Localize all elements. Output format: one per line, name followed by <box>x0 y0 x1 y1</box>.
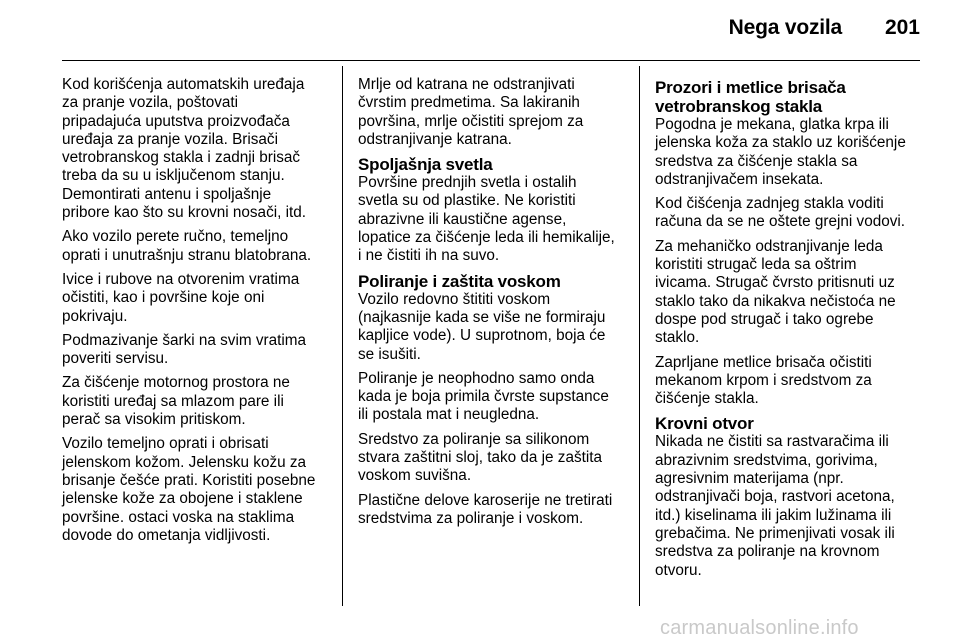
section-heading-windows-wipers: Prozori i metlice brisača vetrobranskog stakla <box>655 78 846 116</box>
paragraph: Za mehaničko odstranjivanje leda koristiti strugač leda sa oštrim ivicama. Strugač čvrsto pritisnuti uz staklo tako da nikakva nečistoća ne dospe pod strugač i tako ogrebe staklo. <box>655 237 896 347</box>
paragraph: Ako vozilo perete ručno, temeljno oprati i unutrašnju stranu blatobrana. <box>62 228 312 264</box>
section-heading-polishing: Poliranje i zaštita voskom <box>358 271 561 291</box>
text-column-3 <box>655 78 925 586</box>
section-heading-exterior-lights: Spoljašnja svetla <box>358 155 493 175</box>
paragraph: Poliranje je neophodno samo onda kada je boja primila čvrste supstance ili postala mat i neugledna. <box>358 369 609 424</box>
paragraph: Vozilo redovno štititi voskom (najkasnije kada se više ne formiraju kapljice vode). U suprotnom, boja će se isušiti. <box>358 290 606 363</box>
paragraph: Površine prednjih svetla i ostalih svetla su od plastike. Ne koristiti abrazivne ili kaustične agense, lopatice za čišćenje leda ili hemikalije, i ne čistiti ih na suvo. <box>358 174 615 265</box>
column-divider <box>639 66 640 606</box>
page-header <box>0 0 960 60</box>
page-number: 201 <box>884 16 920 39</box>
paragraph: Zaprljane metlice brisača očistiti mekanom krpom i sredstvom za čišćenje stakla. <box>655 353 872 408</box>
text-column-2 <box>358 76 626 534</box>
paragraph: Vozilo temeljno oprati i obrisati jelenskom kožom. Jelensku kožu za brisanje češće prati. Koristiti posebne jelenske kože za obojene i staklene površine. ostaci voska na staklima dovode do ometanja vidljivosti. <box>62 435 316 544</box>
paragraph: Kod čišćenja zadnjeg stakla voditi računa da se ne oštete grejni vodovi. <box>655 195 906 231</box>
page-title: Nega vozila <box>728 16 842 39</box>
paragraph: Za čišćenje motornog prostora ne koristiti uređaj sa mlazom pare ili perač sa visokim pritiskom. <box>62 374 290 429</box>
paragraph: Ivice i rubove na otvorenim vratima očistiti, kao i površine koje oni pokrivaju. <box>62 270 300 325</box>
paragraph: Mrlje od katrana ne odstranjivati čvrstim predmetima. Sa lakiranih površina, mrlje očistiti sprejom za odstranjivanje katrana. <box>358 76 584 148</box>
paragraph: Plastične delove karoserije ne tretirati sredstvima za poliranje i voskom. <box>358 491 613 527</box>
header-divider <box>62 60 920 61</box>
section-heading-sunroof: Krovni otvor <box>655 414 754 434</box>
paragraph: Kod korišćenja automatskih uređaja za pranje vozila, poštovati pripadajuća uputstva proizvođača uređaja za pranje vozila. Brisači vetrobranskog stakla i zadnji brisač treba da su u isključenom stanju. Demontirati antenu i spoljašnje pribore kao što su krovni nosači, itd. <box>62 76 307 222</box>
text-column-1 <box>62 76 332 551</box>
paragraph: Nikada ne čistiti sa rastvaračima ili abrazivnim sredstvima, gorivima, agresivnim materijama (npr. odstranjivači boja, rastvori acetona, itd.) kiselinama ili jakim lužinama ili grebačima. Ne primenjivati vosak ili sredstva za poliranje na krovnom otvoru. <box>655 433 895 579</box>
paragraph: Podmazivanje šarki na svim vratima poveriti servisu. <box>62 331 306 368</box>
paragraph: Sredstvo za poliranje sa silikonom stvara zaštitni sloj, tako da je zaštita voskom suvišna. <box>358 430 603 485</box>
paragraph: Pogodna je mekana, glatka krpa ili jelenska koža za staklo uz korišćenje sredstva za čišćenje stakla sa odstranjivačem insekata. <box>655 116 906 188</box>
column-divider <box>342 66 343 606</box>
watermark: carmanualsonline.info <box>660 617 859 639</box>
